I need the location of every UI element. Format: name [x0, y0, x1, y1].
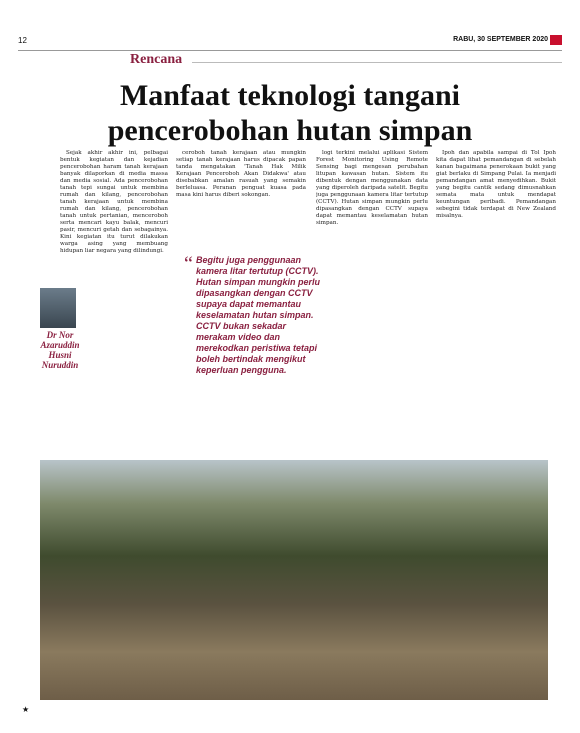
- headline: Manfaat teknologi tangani pencerobohan hutan simpan: [107, 79, 473, 147]
- column-3-text: logi terkini melalui aplikasi Sistem Forest Monitoring Using Remote Sensing bagi mengesan perubahan litupan kawasan hutan. Sistem itu dibentuk dengan menggunakan data yang diperoleh daripada satelit. Begitu juga penggunaan kamera litar tertutup (CCTV). Hutan simpan mungkin perlu dipasangkan dengan CCTV supaya dapat memantau keselamatan hutan simpan.: [316, 150, 428, 226]
- column-2-text: ceroboh tanah kerajaan atau mungkin setiap tanah kerajaan harus dipacak papan tanda mengatakan 'Tanah Hak Milik Kerajaan Penceroboh Akan Didakwa' atau disebabkan amalan rasuah yang semakin berleluasa. Peranan penguat kuasa pada masa kini harus diberi sokongan.: [176, 150, 306, 198]
- newspaper-logo: [550, 35, 562, 45]
- author-name: Dr Nor Azaruddin Husni Nuruddin: [40, 330, 80, 370]
- star-icon: ★: [22, 705, 30, 714]
- column-4-text: Ipoh dan apabila sampai di Tol Ipoh kita dapat lihat pemandangan di sebelah kanan bagaimana penerokaan bukit yang giat berlaku di Simpang Pulai. Ia menjadi pemandangan amat menyedihkan. Bukit yang begitu cantik sedang dimusnahkan semata mata untuk mendapat keuntungan peribadi. Pemandangan sebegini tidak terdapat di New Zealand misalnya.: [436, 150, 556, 219]
- section-label: Rencana: [130, 52, 183, 67]
- date: RABU, 30 SEPTEMBER 2020: [453, 36, 548, 43]
- column-4: [436, 150, 556, 500]
- header-rule: [18, 50, 562, 51]
- quote-mark-icon: “: [184, 253, 193, 275]
- column-2: [176, 150, 306, 250]
- page-header: [18, 36, 562, 48]
- page-number: 12: [18, 36, 27, 45]
- column-1: [60, 150, 168, 450]
- section-rule: [192, 62, 562, 63]
- author-photo: [40, 288, 76, 328]
- column-3: [316, 150, 428, 485]
- column-1-text: Sejak akhir akhir ini, pelbagai bentuk kegiatan dan kejadian pencerobohan haram tanah kerajaan banyak dilaporkan di media massa dan media sosial. Ada pencerobohan tanah tepi sungai untuk membina rumah dan kilang, pencerobohan tanah kerajaan untuk membina rumah dan kilang, pencerobohan tanah untuk pertanian, menceroboh serta mencari kayu balak, mencuri pasir, mencuri getah dan sebagainya. Kini kegiatan itu turut dilakukan warga asing yang membuang hidupan liar negara yang dilindungi.: [60, 150, 168, 254]
- forest-photo: [40, 460, 548, 700]
- pull-quote: Begitu juga penggunaan kamera litar tertutup (CCTV). Hutan simpan mungkin perlu dipasangkan dengan CCTV supaya dapat memantau keselamatan hutan simpan. CCTV bukan sekadar merakam video dan merekodkan peristiwa tetapi boleh bertindak mengikut keperluan pengguna.: [196, 255, 321, 375]
